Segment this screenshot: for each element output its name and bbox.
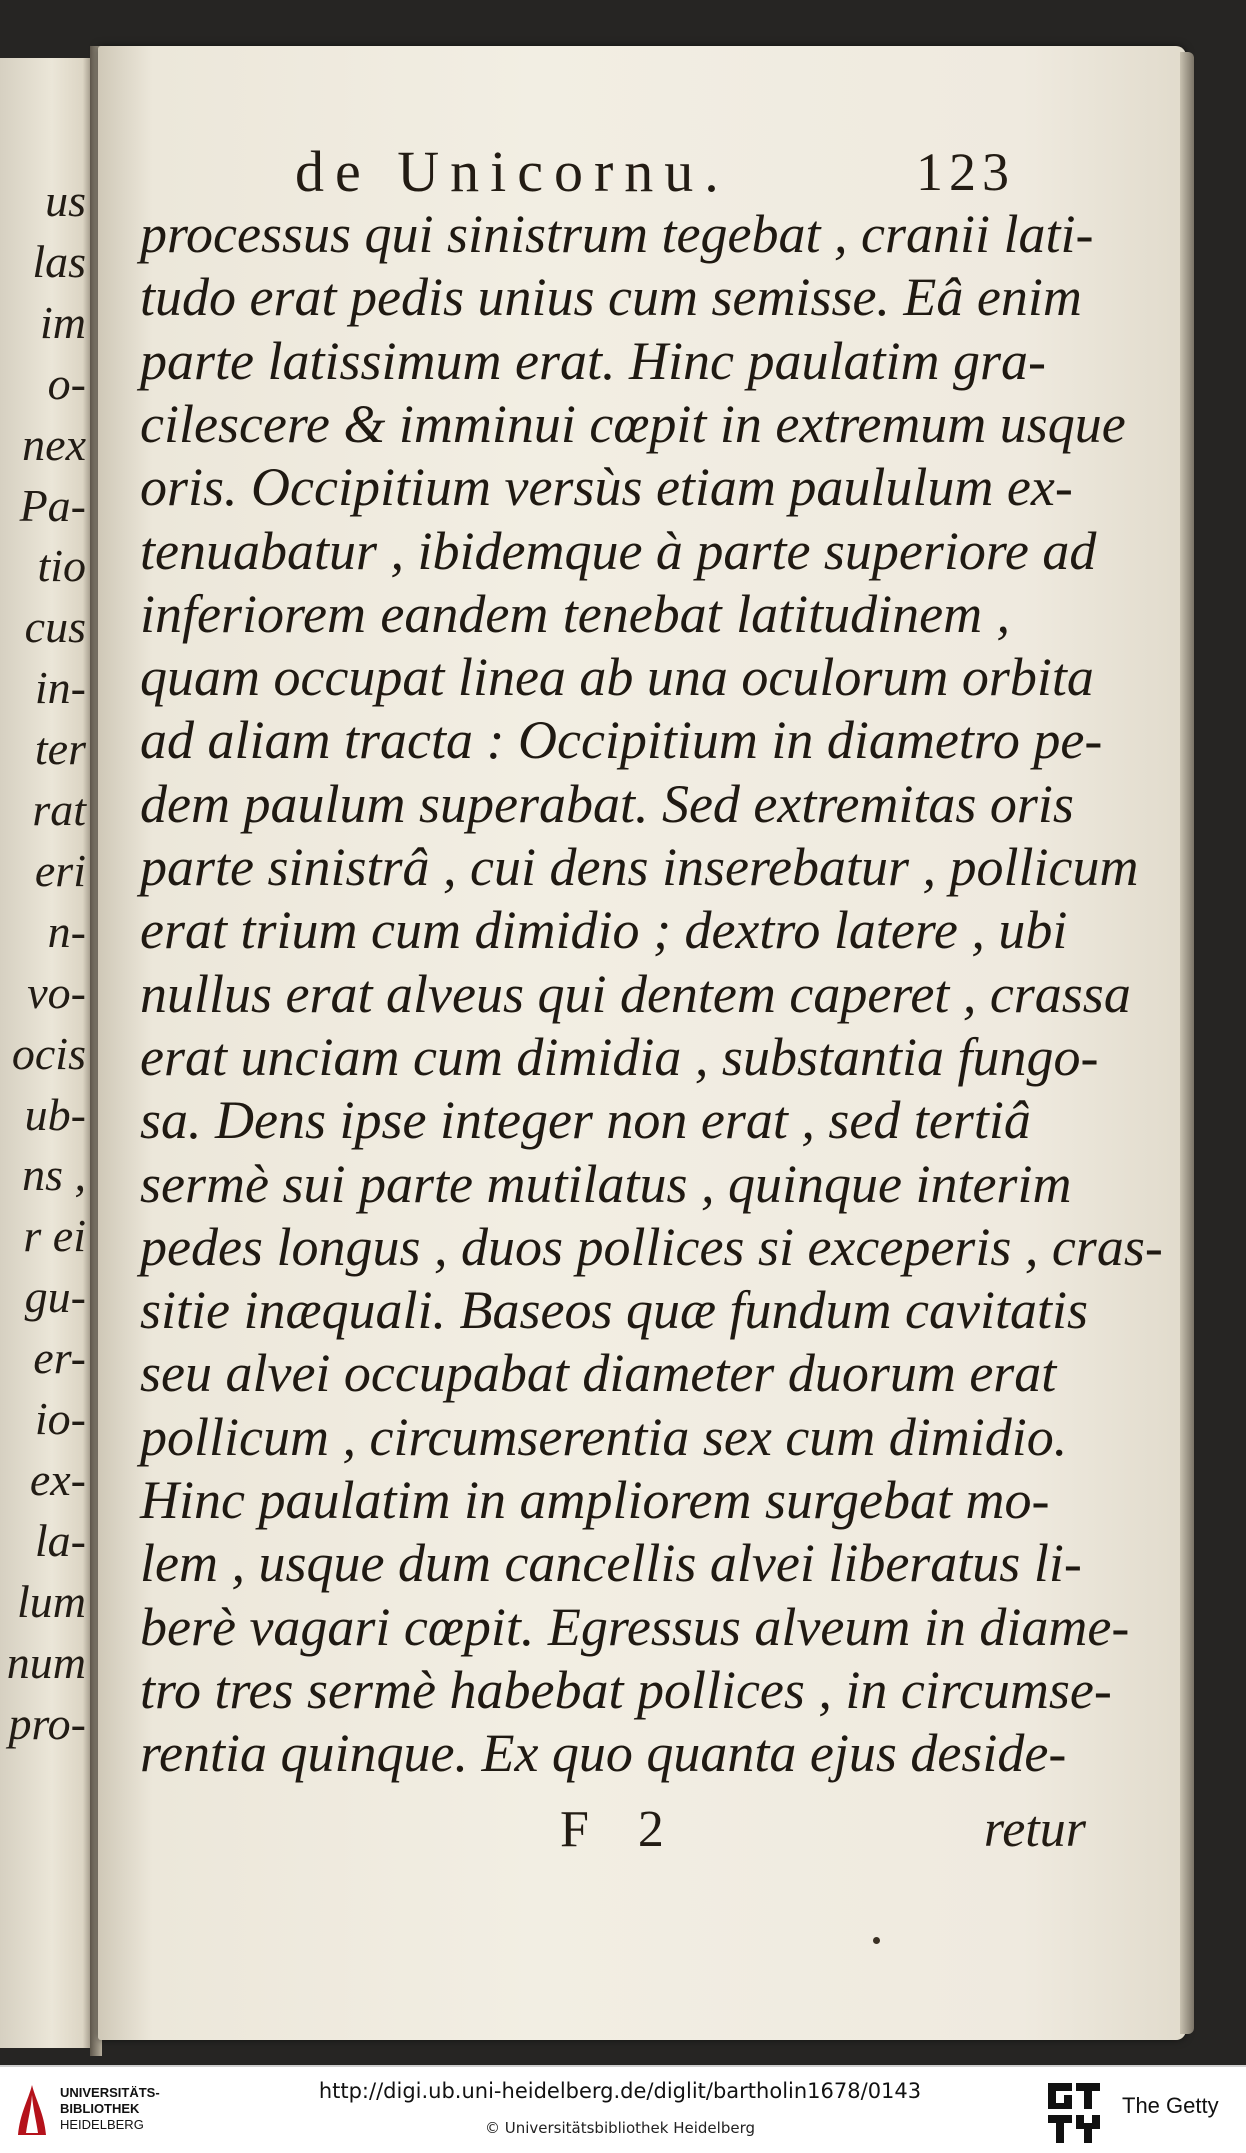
getty-partner-name: The Getty bbox=[1122, 2093, 1219, 2118]
left-page-fragment: n- bbox=[47, 905, 86, 957]
running-head-title: de Unicornu. bbox=[295, 139, 730, 204]
ink-spot bbox=[873, 1937, 880, 1944]
left-page bbox=[0, 58, 94, 2048]
text-line: Hinc paulatim in ampliorem surgebat mo- bbox=[140, 1470, 1050, 1530]
text-line: berè vagari cœpit. Egressus alveum in diame- bbox=[140, 1596, 1130, 1657]
text-line: quam occupat linea ab una oculorum orbita bbox=[140, 647, 1094, 708]
running-head bbox=[295, 139, 1015, 204]
left-page-fragment: Pa- bbox=[19, 479, 86, 531]
page-edge bbox=[1180, 52, 1194, 2034]
footer-bar bbox=[0, 2065, 1246, 2153]
left-page-fragment: us bbox=[45, 175, 86, 226]
signature-mark: F 2 bbox=[560, 1801, 682, 1858]
text-line: pedes longus , duos pollices si exceperis , cras- bbox=[140, 1216, 1163, 1277]
text-line: seu alvei occupabat diameter duorum erat bbox=[140, 1343, 1057, 1404]
left-page-fragment: gu- bbox=[24, 1271, 86, 1323]
text-line: dem paulum superabat. Sed extremitas oris bbox=[140, 773, 1074, 834]
left-page-fragment: r ei bbox=[23, 1210, 86, 1262]
left-page-fragment: las bbox=[32, 235, 86, 287]
text-line: processus qui sinistrum tegebat , cranii lati- bbox=[140, 204, 1094, 264]
library-name-line-1: UNIVERSITÄTS- bbox=[60, 2085, 160, 2100]
text-line: oris. Occipitium versùs etiam paululum ex- bbox=[140, 457, 1073, 518]
left-page-fragment: la- bbox=[34, 1514, 86, 1566]
text-line: nullus erat alveus qui dentem caperet , crassa bbox=[140, 963, 1131, 1024]
university-library-name bbox=[60, 2085, 160, 2133]
left-page-fragment: cus bbox=[24, 601, 86, 653]
text-line: ad aliam tracta : Occipitium in diametro pe- bbox=[140, 710, 1103, 771]
left-page-fragment: num bbox=[6, 1636, 86, 1688]
text-line: parte sinistrâ , cui dens inserebatur , pollicum bbox=[140, 837, 1139, 897]
catchword: retur bbox=[983, 1801, 1086, 1858]
left-page-fragment: lum bbox=[17, 1575, 86, 1627]
left-page-fragment: tio bbox=[37, 540, 86, 592]
left-page-fragment: ter bbox=[34, 723, 86, 775]
text-line: sa. Dens ipse integer non erat , sed tertiâ bbox=[140, 1090, 1031, 1151]
left-page-fragment: io- bbox=[34, 1393, 86, 1444]
text-line: parte latissimum erat. Hinc paulatim gra- bbox=[140, 330, 1046, 391]
left-page-fragment: ub- bbox=[24, 1088, 86, 1140]
left-page-fragment: vo- bbox=[27, 966, 86, 1018]
text-line: tenuabatur , ibidemque à parte superiore ad bbox=[140, 520, 1097, 581]
text-line: lem , usque dum cancellis alvei liberatus li- bbox=[140, 1533, 1082, 1594]
left-page-fragment: im bbox=[40, 296, 86, 348]
getty-logo-icon bbox=[1048, 2083, 1100, 2143]
library-name-line-3: HEIDELBERG bbox=[60, 2117, 144, 2132]
text-line: tro tres sermè habebat pollices , in circumse- bbox=[140, 1659, 1112, 1720]
text-line: sitie inæquali. Baseos quæ fundum cavitatis bbox=[140, 1280, 1088, 1341]
left-page-fragment: er- bbox=[33, 1332, 86, 1384]
university-library-logo-icon bbox=[14, 2083, 50, 2137]
copyright-notice: © Universitätsbibliothek Heidelberg bbox=[484, 2119, 755, 2137]
left-page-fragment: o- bbox=[47, 357, 86, 409]
left-page-fragment: eri bbox=[34, 844, 86, 896]
text-line: inferiorem eandem tenebat latitudinem , bbox=[140, 583, 1010, 644]
left-page-fragment: ocis bbox=[11, 1027, 86, 1079]
left-page-fragment: ns , bbox=[22, 1149, 86, 1201]
permalink-url[interactable]: http://digi.ub.uni-heidelberg.de/diglit/bartholin1678/0143 bbox=[318, 2079, 922, 2103]
left-page-fragment: nex bbox=[22, 418, 86, 470]
text-line: sermè sui parte mutilatus , quinque interim bbox=[140, 1153, 1072, 1214]
text-line: erat unciam cum dimidia , substantia fungo- bbox=[140, 1026, 1099, 1087]
text-line: cilescere & imminui cœpit in extremum usque bbox=[140, 393, 1126, 454]
text-line: pollicum , circumserentia sex cum dimidio. bbox=[140, 1406, 1068, 1467]
left-page-fragment: ex- bbox=[29, 1453, 86, 1505]
left-page-fragment: rat bbox=[32, 784, 86, 835]
text-line: rentia quinque. Ex quo quanta ejus deside- bbox=[140, 1723, 1067, 1784]
text-line: tudo erat pedis unius cum semisse. Eâ enim bbox=[140, 267, 1082, 328]
left-page-fragment: pro- bbox=[8, 1697, 86, 1749]
page-number: 123 bbox=[916, 142, 1015, 202]
library-name-line-2: BIBLIOTHEK bbox=[60, 2101, 140, 2116]
left-page-fragment: in- bbox=[34, 662, 86, 714]
text-line: erat trium cum dimidio ; dextro latere , ubi bbox=[140, 900, 1068, 961]
